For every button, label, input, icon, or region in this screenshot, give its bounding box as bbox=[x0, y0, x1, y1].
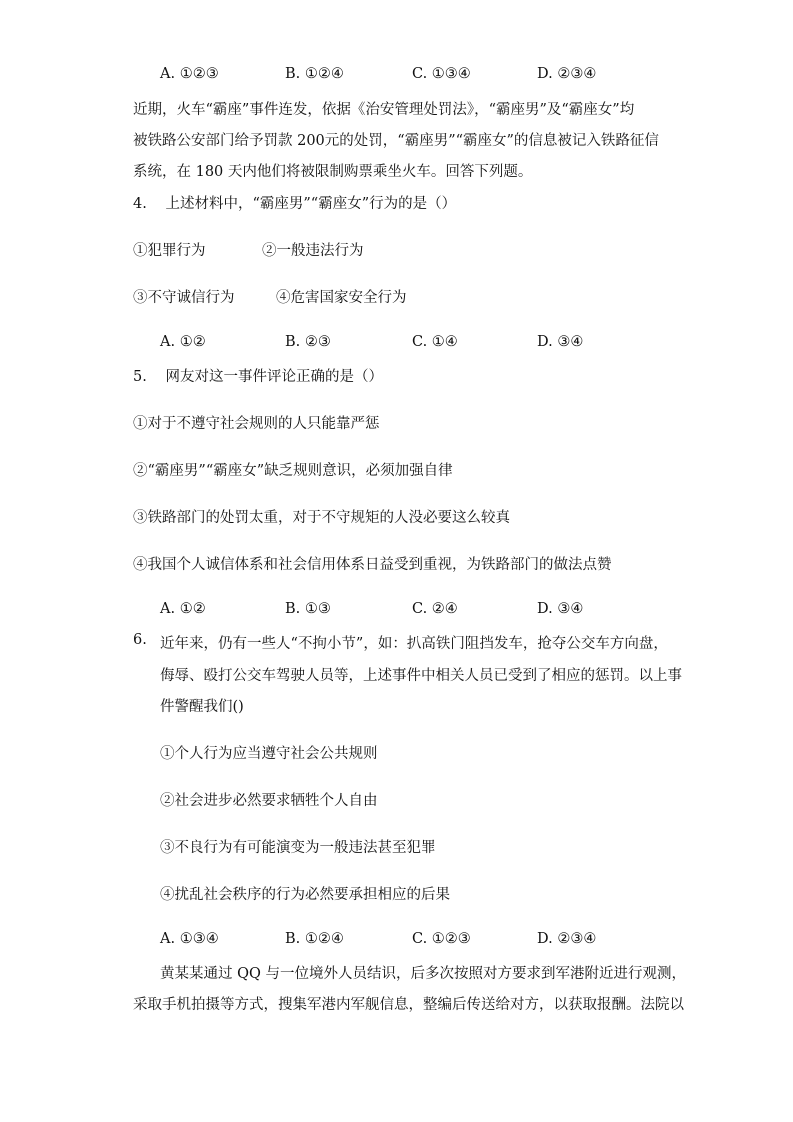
question-5 bbox=[133, 365, 383, 386]
option-b: B. ②③ bbox=[285, 334, 331, 350]
option-c: C. ②④ bbox=[412, 601, 458, 617]
option-b: B. ①②④ bbox=[285, 66, 344, 82]
options-row-q4 bbox=[160, 334, 720, 356]
passage-line: 黄某某通过 QQ 与一位境外人员结识，后多次按照对方要求到军港附近进行观测， bbox=[160, 966, 686, 982]
passage-line: 被铁路公安部门给予罚款 200元的处罚，“霸座男”“霸座女”的信息被记入铁路征信 bbox=[133, 133, 659, 149]
question-number: 4. bbox=[133, 196, 147, 212]
statement-item: ④扰乱社会秩序的行为必然要承担相应的后果 bbox=[160, 887, 450, 903]
statement-item: ②社会进步必然要求牺牲个人自由 bbox=[160, 793, 378, 809]
option-c: C. ①②③ bbox=[412, 931, 471, 947]
question-stem-line: 件警醒我们() bbox=[160, 699, 244, 715]
passage-line: 近期，火车“霸座”事件连发，依据《治安管理处罚法》，“霸座男”及“霸座女”均 bbox=[133, 102, 635, 118]
statement-item: ④危害国家安全行为 bbox=[276, 290, 407, 306]
option-a: A. ①③④ bbox=[160, 931, 219, 947]
statement-item: ③铁路部门的处罚太重，对于不守规矩的人没必要这么较真 bbox=[133, 510, 510, 526]
question-stem-line: 近年来，仍有一些人“不拘小节”，如：扒高铁门阻挡发车，抢夺公交车方向盘， bbox=[160, 636, 668, 652]
statement-item: ②一般违法行为 bbox=[262, 243, 364, 259]
statement-item: ①犯罪行为 bbox=[133, 243, 206, 259]
option-a: A. ①②③ bbox=[160, 66, 219, 82]
statement-item: ③不良行为有可能演变为一般违法甚至犯罪 bbox=[160, 840, 436, 856]
question-stem: 网友对这一事件评论正确的是（） bbox=[165, 369, 383, 385]
statement-item: ③不守诚信行为 bbox=[133, 290, 235, 306]
statement-item: ④我国个人诚信体系和社会信用体系日益受到重视，为铁路部门的做法点赞 bbox=[133, 557, 612, 573]
option-a: A. ①② bbox=[160, 601, 206, 617]
option-c: C. ①③④ bbox=[412, 66, 471, 82]
option-d: D. ②③④ bbox=[537, 931, 597, 947]
statement-item: ①个人行为应当遵守社会公共规则 bbox=[160, 746, 378, 762]
options-row-q5 bbox=[160, 601, 720, 623]
passage-line: 系统，在 180 天内他们将被限制购票乘坐火车。回答下列题。 bbox=[133, 164, 533, 180]
option-a: A. ①② bbox=[160, 334, 206, 350]
question-stem-line: 侮辱、殴打公交车驾驶人员等，上述事件中相关人员已受到了相应的惩罚。以上事 bbox=[160, 668, 682, 684]
option-d: D. ③④ bbox=[537, 334, 584, 350]
option-d: D. ③④ bbox=[537, 601, 584, 617]
option-b: B. ①②④ bbox=[285, 931, 344, 947]
options-row-q6 bbox=[160, 931, 720, 953]
question-4 bbox=[133, 192, 456, 213]
statement-item: ②“霸座男”“霸座女”缺乏规则意识，必须加强自律 bbox=[133, 463, 453, 479]
statement-item: ①对于不遵守社会规则的人只能靠严惩 bbox=[133, 416, 380, 432]
option-c: C. ①④ bbox=[412, 334, 458, 350]
options-row-prev bbox=[160, 66, 720, 88]
question-number: 6. bbox=[133, 632, 147, 648]
option-d: D. ②③④ bbox=[537, 66, 597, 82]
passage-line: 采取手机拍摄等方式，搜集军港内军舰信息，整编后传送给对方，以获取报酬。法院以 bbox=[133, 997, 684, 1013]
question-stem: 上述材料中，“霸座男”“霸座女”行为的是（） bbox=[165, 196, 457, 212]
question-number: 5. bbox=[133, 369, 147, 385]
option-b: B. ①③ bbox=[285, 601, 331, 617]
